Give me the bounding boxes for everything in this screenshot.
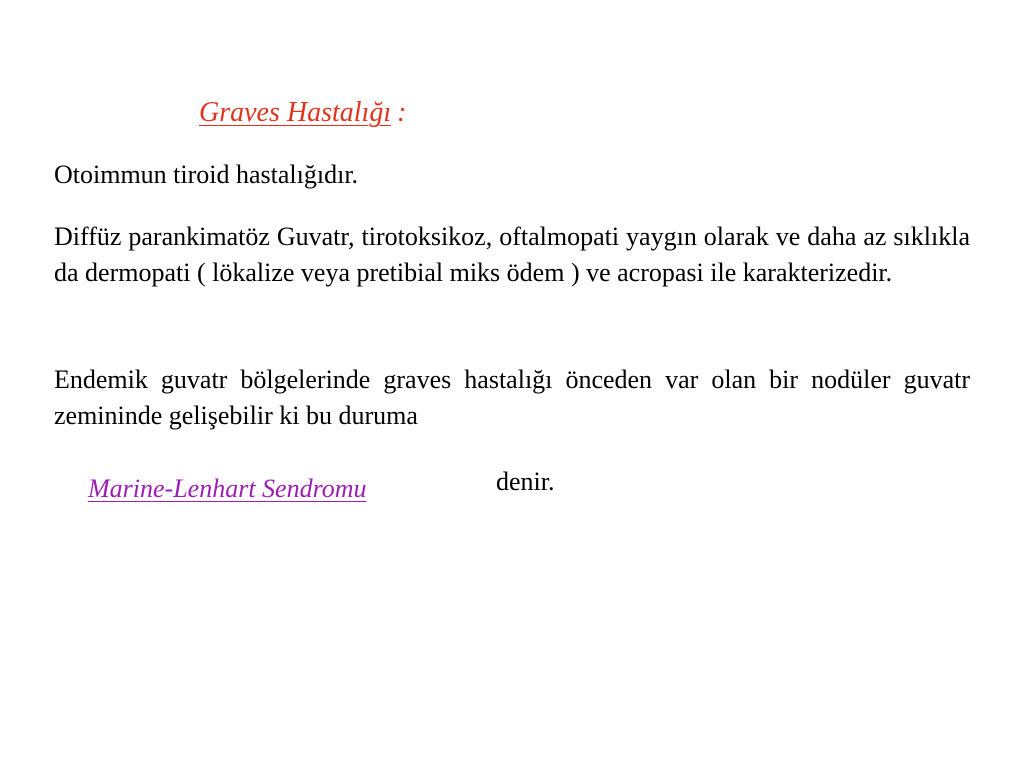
paragraph-definition: Otoimmun tiroid hastalığıdır. <box>54 160 359 189</box>
title-colon: : <box>397 97 407 128</box>
paragraph-endemic: Endemik guvatr bölgelerinde graves hastalığı önceden var olan bir nodüler guvatr zemininde gelişebilir ki bu duruma <box>54 365 970 430</box>
slide-title <box>199 95 406 131</box>
marine-lenhart-link[interactable]: Marine-Lenhart Sendromu <box>88 474 367 503</box>
title-link[interactable]: Graves Hastalığı <box>199 97 392 128</box>
term-suffix: denir. <box>496 467 555 496</box>
paragraph-features: Diffüz parankimatöz Guvatr, tirotoksikoz, oftalmopati yaygın olarak ve daha az sıklıkla da dermopati ( lökalize veya pretibial miks ödem ) ve acropasi ile karakterizedir. <box>54 222 970 287</box>
